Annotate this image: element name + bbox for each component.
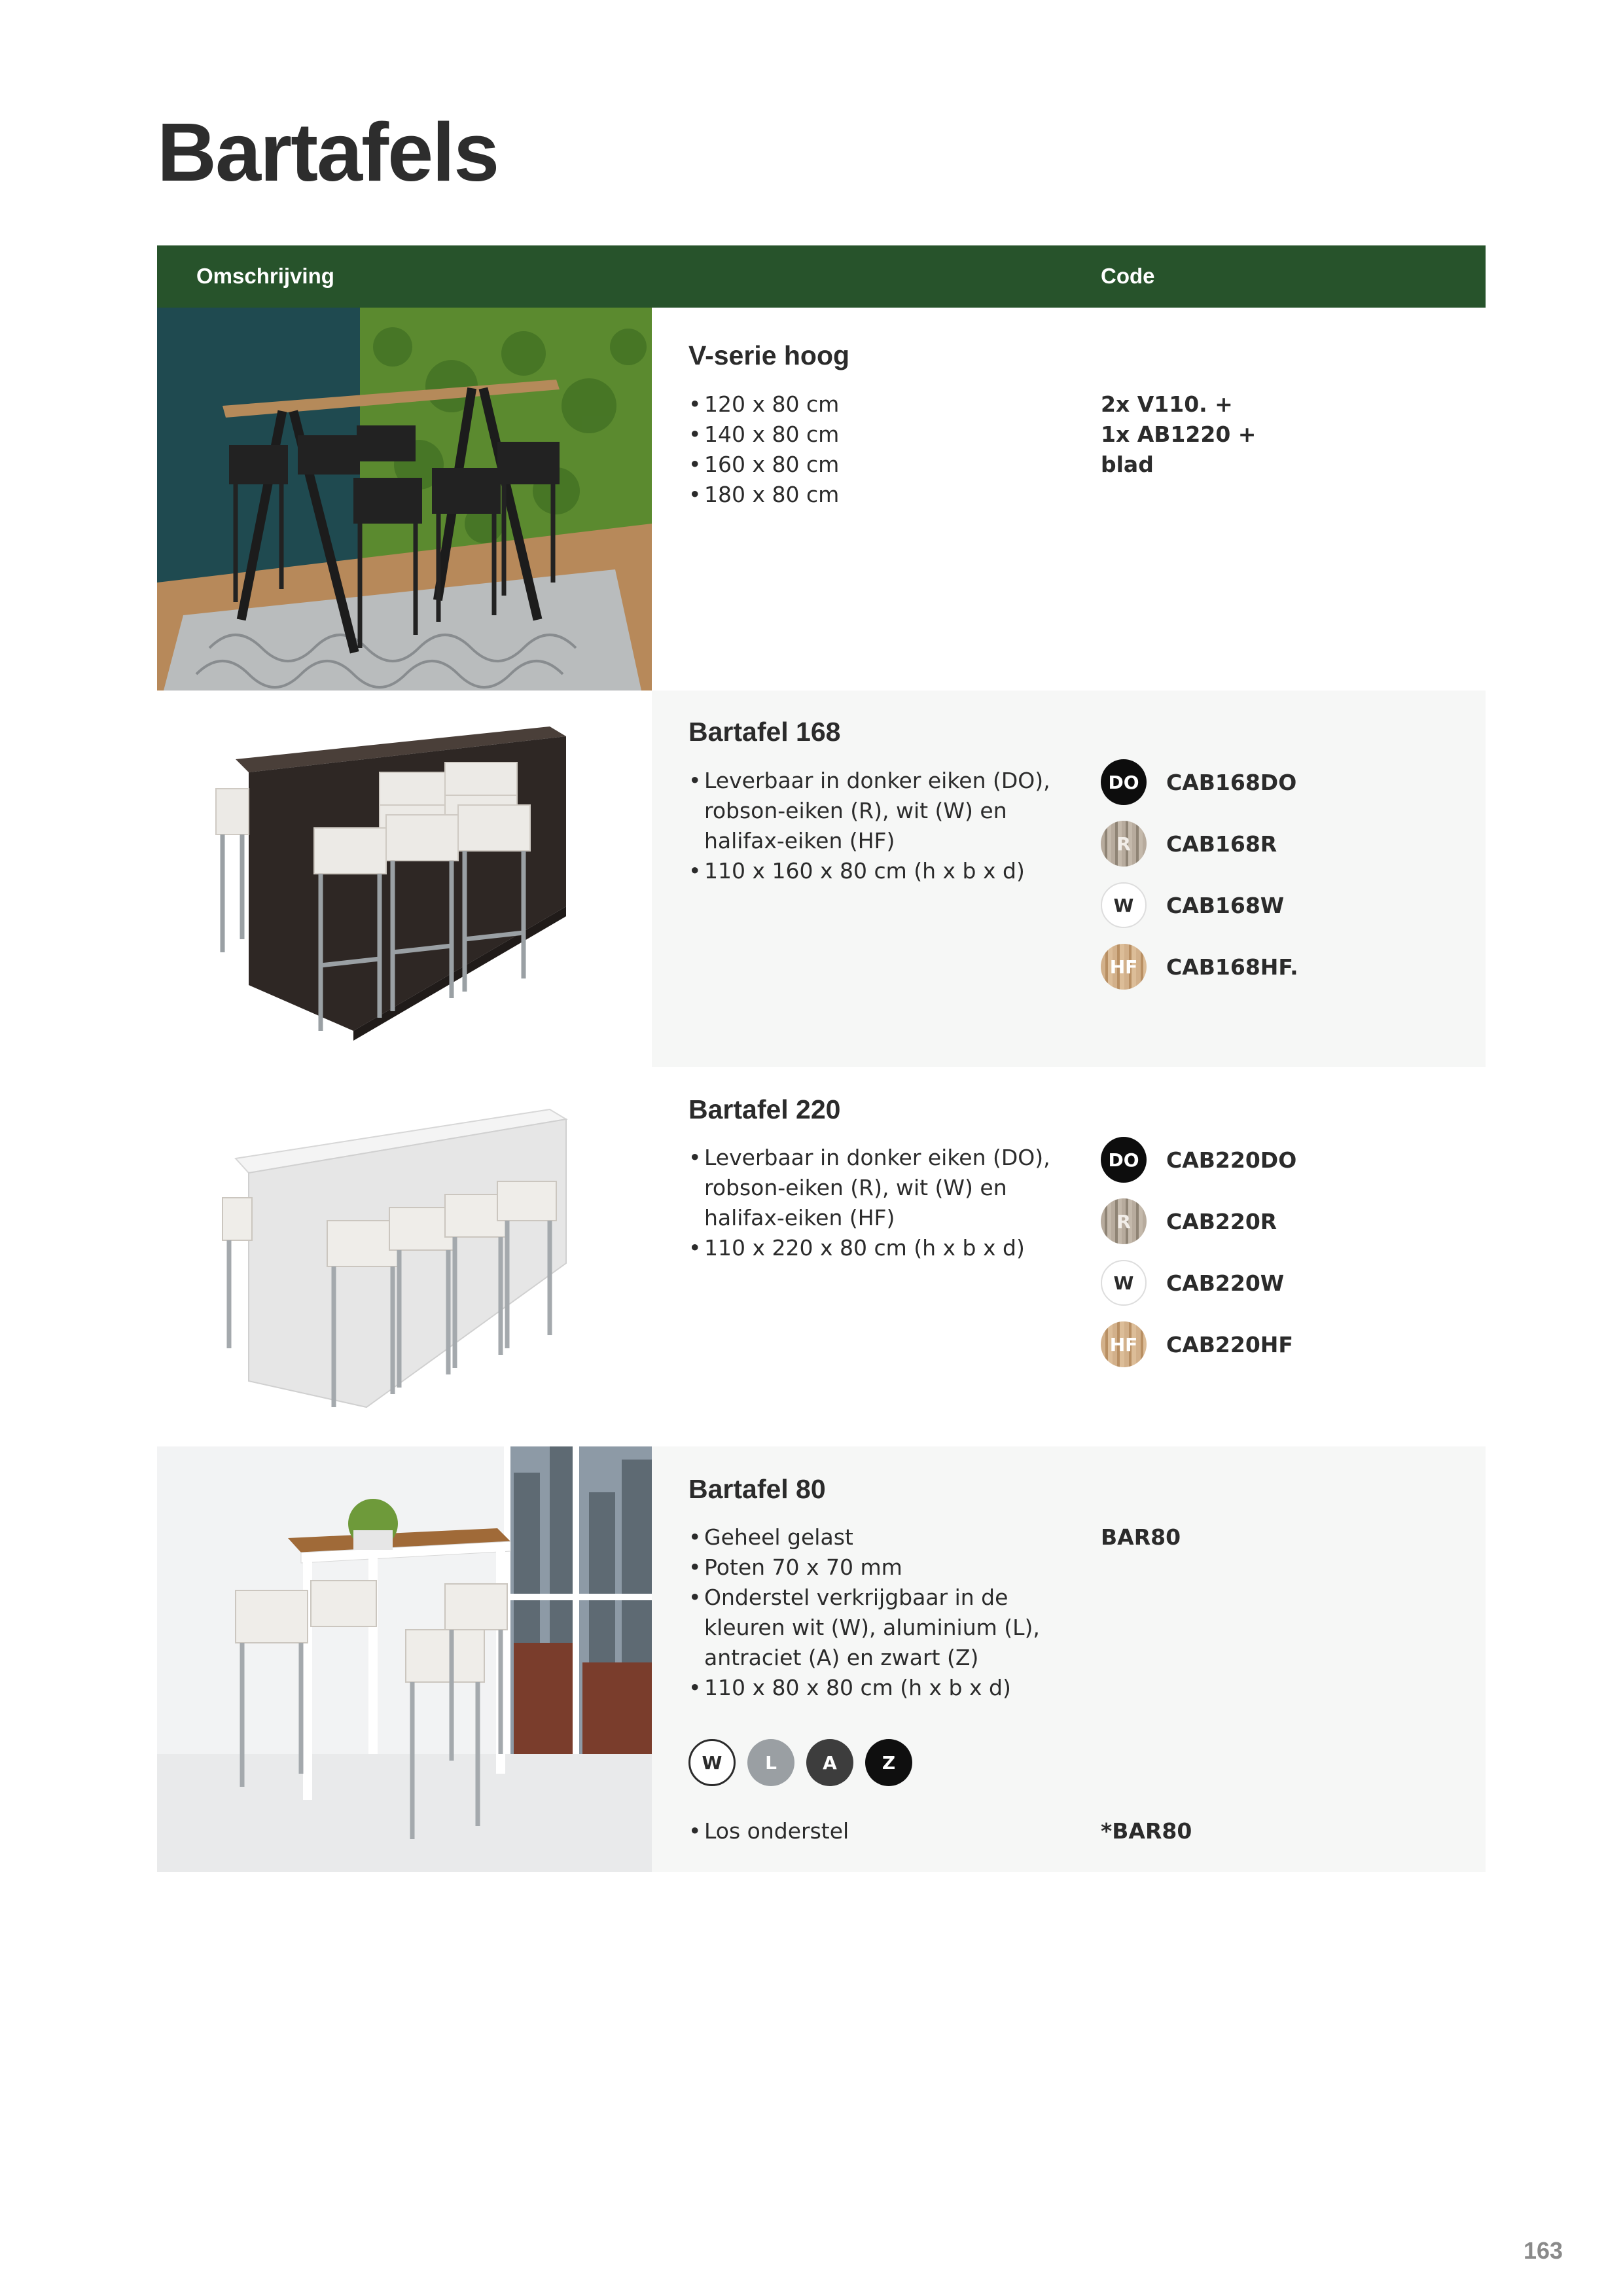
code-line: 2x V110. + [1101,391,1233,417]
product-code: BAR80 [1101,1524,1181,1550]
product-image-bartafel-80 [157,1446,652,1872]
page-number: 163 [1524,2237,1563,2264]
spec-item: • 180 x 80 cm [688,480,1055,510]
product-row-bartafel-168 [157,691,1486,1067]
finish-swatch-hf: HF [1101,1321,1147,1367]
product-title: Bartafel 168 [688,717,841,747]
product-image-bartafel-168 [157,691,652,1067]
spec-item: • Onderstel verkrijgbaar in de kleuren wit (W), aluminium (L), antraciet (A) en zwart (Z) [688,1583,1055,1673]
spec-item: • Leverbaar in donker eiken (DO), robson-eiken (R), wit (W) en halifax-eiken (HF) [688,1143,1055,1233]
code-label: CAB168DO [1166,769,1297,795]
finish-swatch-hf: HF [1101,944,1147,990]
spec-item: • 140 x 80 cm [688,420,1055,450]
finish-swatch-r: R [1101,1198,1147,1244]
code-label: CAB168R [1166,831,1277,857]
product-code [1101,389,1256,480]
spec-item: • Leverbaar in donker eiken (DO), robson-eiken (R), wit (W) en halifax-eiken (HF) [688,766,1055,856]
header-description: Omschrijving [196,264,334,288]
code-item [1101,821,1467,867]
product-row-bartafel-220 [157,1067,1486,1446]
page-title: Bartafels [157,106,499,198]
code-line: 1x AB1220 + [1101,422,1257,447]
spec-list [688,766,1055,886]
spec-list-extra [688,1816,1055,1846]
spec-item: • Poten 70 x 70 mm [688,1552,1055,1583]
finish-swatch-w: W [1101,1260,1147,1306]
color-dot-z: Z [865,1739,912,1786]
color-dot-a: A [806,1739,853,1786]
product-title: Bartafel 80 [688,1474,826,1504]
product-row-bartafel-80 [157,1446,1486,1872]
code-list [1101,759,1467,1005]
code-label: CAB220R [1166,1208,1277,1234]
spec-item: • 120 x 80 cm [688,389,1055,420]
spec-list [688,1143,1055,1263]
table-header [157,245,1486,308]
spec-list [688,389,1055,510]
product-title: Bartafel 220 [688,1094,841,1124]
finish-swatch-w: W [1101,882,1147,928]
code-item [1101,1321,1467,1367]
product-image-bartafel-220 [157,1067,652,1446]
code-item [1101,1198,1467,1244]
color-dot-w: W [688,1739,736,1786]
product-code-extra: *BAR80 [1101,1818,1192,1844]
product-row-v-serie [157,308,1486,691]
code-label: CAB220W [1166,1270,1285,1296]
spec-item: • 110 x 220 x 80 cm (h x b x d) [688,1233,1055,1263]
code-item [1101,1137,1467,1183]
code-item [1101,759,1467,805]
finish-swatch-do: DO [1101,759,1147,805]
spec-list [688,1522,1055,1703]
product-title: V-serie hoog [688,340,850,370]
finish-swatch-do: DO [1101,1137,1147,1183]
spec-item: • 110 x 80 x 80 cm (h x b x d) [688,1673,1055,1703]
color-dot-l: L [747,1739,794,1786]
code-label: CAB168W [1166,892,1285,918]
code-label: CAB220HF [1166,1331,1293,1357]
code-item [1101,1260,1467,1306]
code-list [1101,1137,1467,1383]
spec-item: • Geheel gelast [688,1522,1055,1552]
code-item [1101,882,1467,928]
code-item [1101,944,1467,990]
code-label: CAB220DO [1166,1147,1297,1173]
finish-swatch-r: R [1101,821,1147,867]
code-label: CAB168HF. [1166,954,1298,980]
spec-item: • 160 x 80 cm [688,450,1055,480]
product-image-v-serie [157,308,652,691]
code-line: blad [1101,452,1154,477]
frame-color-options [688,1739,924,1786]
spec-item: • 110 x 160 x 80 cm (h x b x d) [688,856,1055,886]
header-code: Code [1101,264,1155,288]
spec-item: • Los onderstel [688,1816,1055,1846]
